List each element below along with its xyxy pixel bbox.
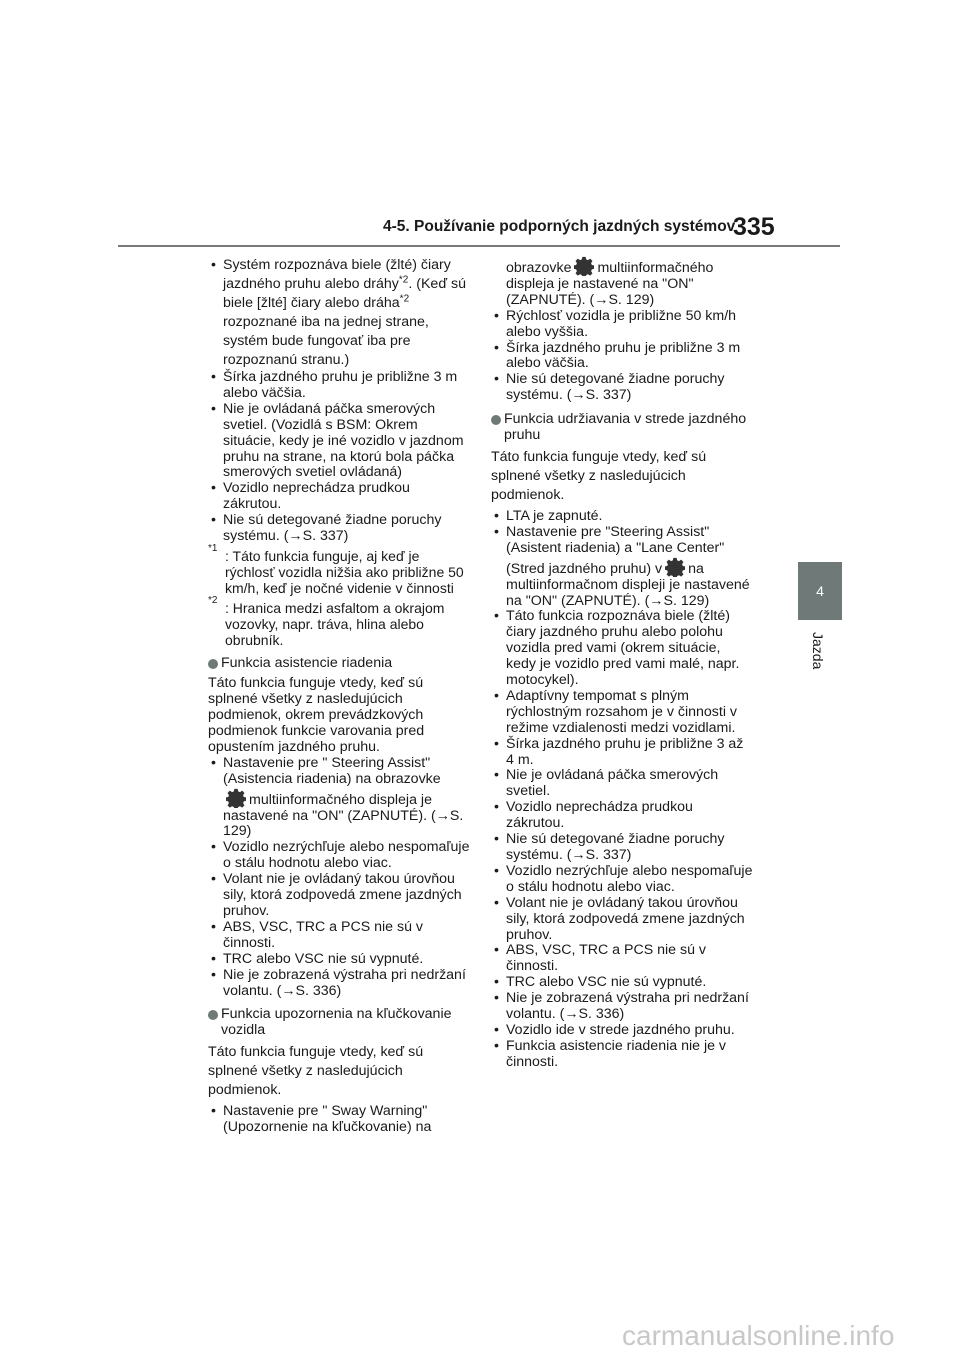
list-item: • LTA je zapnuté. <box>491 509 753 525</box>
bullet-dot-icon <box>208 659 218 669</box>
list-item: • Nie je zobrazená výstraha pri nedržaní volantu. (→S. 336) <box>208 968 470 1000</box>
settings-gear-icon <box>665 557 685 577</box>
left-column <box>208 256 470 1136</box>
list-item: • Nie sú detegované žiadne poruchy systému. (→S. 337) <box>208 513 470 545</box>
settings-gear-icon <box>226 788 246 808</box>
bullet-dot-icon <box>208 1010 218 1020</box>
bullet-dot-icon <box>491 415 501 425</box>
list-item: • ABS, VSC, TRC a PCS nie sú v činnosti. <box>491 943 753 975</box>
list-item: • Nie je ovládaná páčka smerových svetiel. <box>491 768 753 800</box>
list-item: • Vozidlo nezrýchľuje alebo nespomaľuje o stálu hodnotu alebo viac. <box>491 864 753 896</box>
footnote: *1 : Táto funkcia funguje, aj keď je rýchlosť vozidla nižšia ako približne 50 km/h, keď je nočné videnie v činnosti <box>208 542 464 596</box>
list-item: • Šírka jazdného pruhu je približne 3 m alebo väčšia. <box>208 370 470 402</box>
list-item: • ABS, VSC, TRC a PCS nie sú v činnosti. <box>208 920 470 952</box>
list-item: • Vozidlo ide v strede jazdného pruhu. <box>491 1023 753 1039</box>
list-item: • Táto funkcia rozpoznáva biele (žlté) čiary jazdného pruhu alebo polohu vozidla pred vami (okrem situácie, kedy je vozidlo pred vami malé, napr. motocykel). <box>491 609 753 689</box>
list-item: • TRC alebo VSC nie sú vypnuté. <box>491 975 753 991</box>
list-item: • Nastavenie pre "Steering Assist" (Asistent riadenia) a "Lane Center" (Stred jazdného pruhu) v na multiinformačnom displeji je nastavené na "ON" (ZAPNUTÉ). (→S. 129) <box>491 525 753 610</box>
list-item: • Nastavenie pre " Steering Assist" (Asistencia riadenia) na obrazovke multiinformačného displeja je nastavené na "ON" (ZAPNUTÉ). (→S. 129) <box>208 756 470 841</box>
chapter-label: Jazda <box>810 632 826 670</box>
section-heading: Funkcia asistencie riadenia <box>208 656 470 672</box>
list-item: • Systém rozpoznáva biele (žlté) čiary jazdného pruhu alebo dráhy$^{*2}$. (Keď sú biele [žlté] čiary alebo dráha$^{*2}$ rozpoznané iba na jednej strane, systém bude fungovať iba pre rozpoznanú stranu.) <box>208 256 470 370</box>
list-item: • Šírka jazdného pruhu je približne 3 až 4 m. <box>491 737 753 769</box>
settings-gear-icon <box>574 256 594 276</box>
list-item: • Vozidlo neprechádza prudkou zákrutou. <box>491 800 753 832</box>
paragraph: Táto funkcia funguje vtedy, keď sú splnené všetky z nasledujúcich podmienok. <box>491 448 707 503</box>
list-item: • Vozidlo nezrýchľuje alebo nespomaľuje o stálu hodnotu alebo viac. <box>208 840 470 872</box>
list-item: • Vozidlo neprechádza prudkou zákrutou. <box>208 481 470 513</box>
list-item: • Nie sú detegované žiadne poruchy systému. (→S. 337) <box>491 832 753 864</box>
section-heading: Funkcia upozornenia na kľučkovanie vozidla <box>208 1007 470 1039</box>
list-item: • Šírka jazdného pruhu je približne 3 m alebo väčšia. <box>491 341 753 373</box>
list-item-continued: obrazovke multiinformačného displeja je nastavené na "ON" (ZAPNUTÉ). (→S. 129) <box>491 256 753 309</box>
watermark: carmanualsonline.info <box>622 1320 895 1351</box>
paragraph: Táto funkcia funguje vtedy, keď sú splnené všetky z nasledujúcich podmienok. <box>208 1044 424 1099</box>
right-column <box>491 256 753 1071</box>
paragraph: Táto funkcia funguje vtedy, keď sú splnené všetky z nasledujúcich podmienok, okrem prevádzkových podmienok funkcie varovania pred opustením jazdného pruhu. <box>208 675 425 755</box>
footnote: *2 : Hranica medzi asfaltom a okrajom vozovky, napr. tráva, hlina alebo obrubník. <box>208 594 445 648</box>
page-number: 335 <box>733 213 775 241</box>
list-item: • Nie sú detegované žiadne poruchy systému. (→S. 337) <box>491 372 753 404</box>
list-item: • Volant nie je ovládaný takou úrovňou sily, ktorá zodpovedá zmene jazdných pruhov. <box>208 872 470 920</box>
list-item: • Volant nie je ovládaný takou úrovňou sily, ktorá zodpovedá zmene jazdných pruhov. <box>491 896 753 944</box>
list-item: • Adaptívny tempomat s plným rýchlostným rozsahom je v činnosti v režime vzdialenosti medzi vozidlami. <box>491 689 753 737</box>
list-item: • Nie je ovládaná páčka smerových svetiel. (Vozidlá s BSM: Okrem situácie, kedy je iné vozidlo v jazdnom pruhu na strane, na ktorú bola páčka smerových svetiel ovládaná) <box>208 402 470 482</box>
list-item: • Nastavenie pre " Sway Warning" (Upozornenie na kľučkovanie) na <box>208 1104 470 1136</box>
section-heading: Funkcia udržiavania v strede jazdného pruhu <box>491 412 753 444</box>
chapter-tab[interactable]: 4 <box>798 562 842 620</box>
header-rule <box>118 245 840 247</box>
list-item: • TRC alebo VSC nie sú vypnuté. <box>208 952 470 968</box>
list-item: • Rýchlosť vozidla je približne 50 km/h alebo vyššia. <box>491 309 753 341</box>
list-item: • Nie je zobrazená výstraha pri nedržaní volantu. (→S. 336) <box>491 991 753 1023</box>
section-header: 4-5. Používanie podporných jazdných systémov <box>383 218 736 235</box>
list-item: • Funkcia asistencie riadenia nie je v činnosti. <box>491 1039 753 1071</box>
